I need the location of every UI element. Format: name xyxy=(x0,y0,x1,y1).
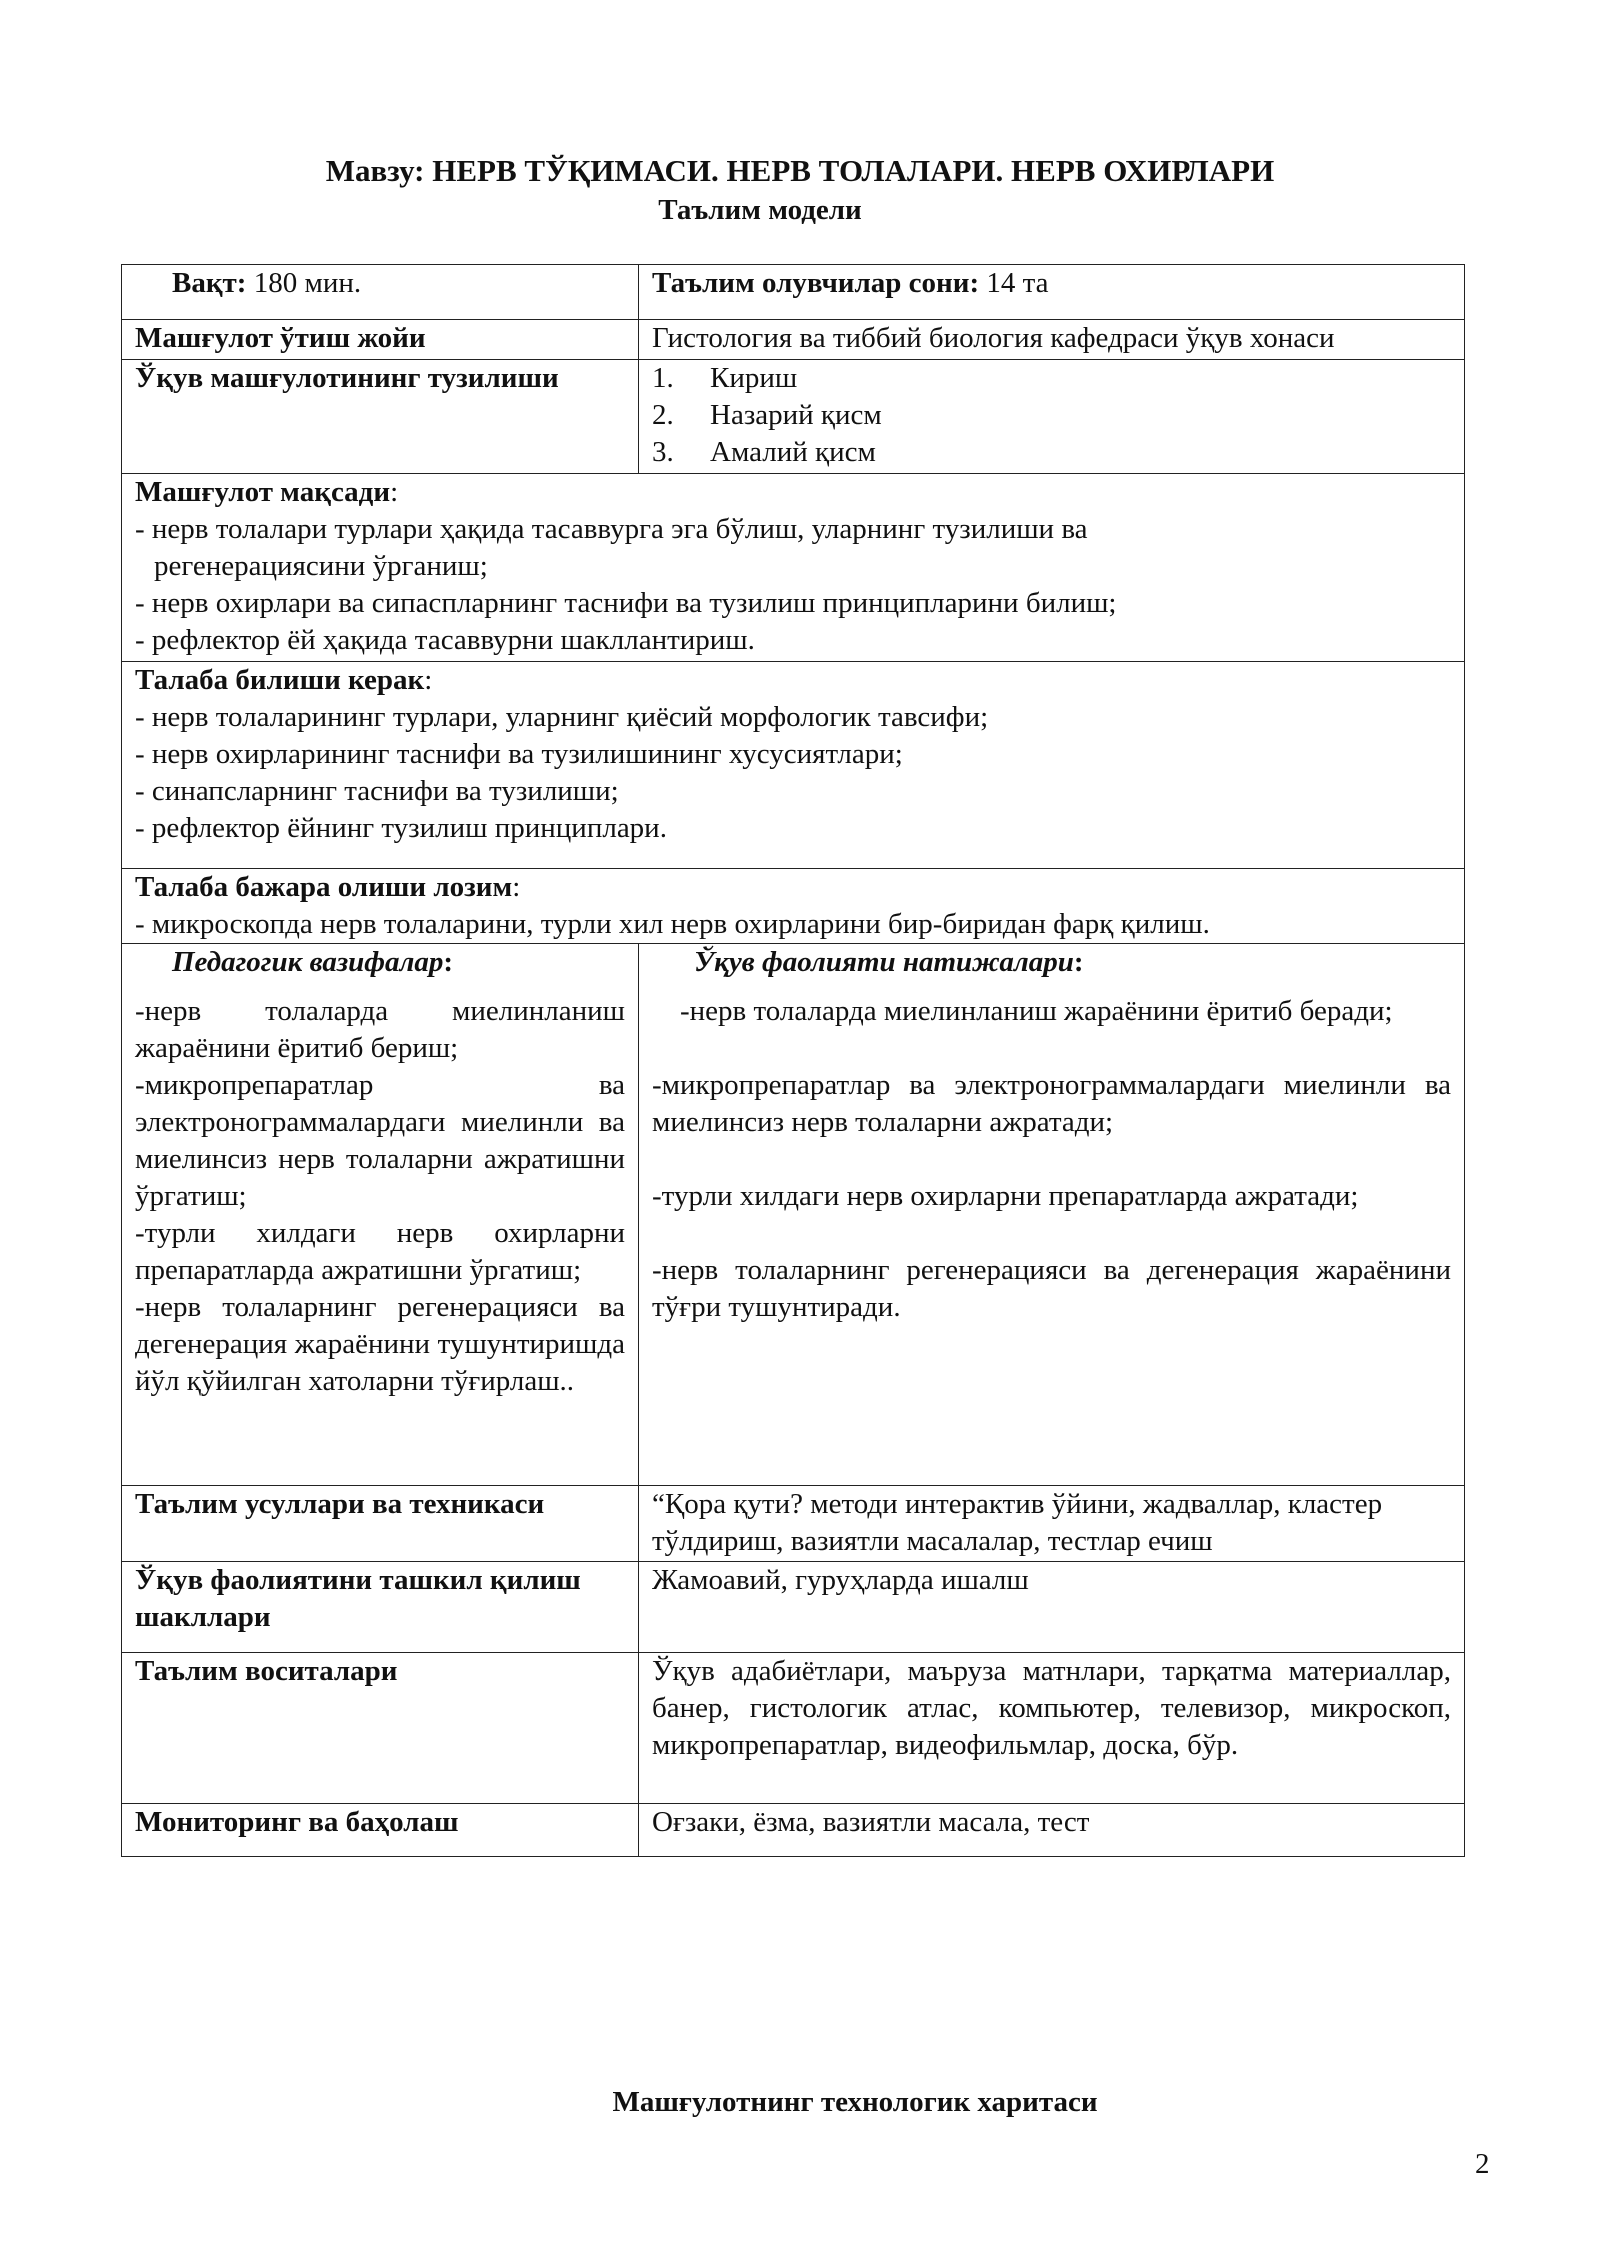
forms-label: Ўқув фаолиятини ташкил қилиш шакллари xyxy=(122,1562,639,1653)
students-label: Таълим олувчилар сони: xyxy=(652,267,980,299)
goal-line: регенерациясини ўрганиш; xyxy=(154,550,488,582)
list-item: -нерв толаларда миелинланиш жараёнини ёритиб беради; xyxy=(680,995,1393,1027)
methods-value: “Қора қути? методи интерактив ўйини, жадваллар, кластер тўлдириш, вазиятли масалалар, тестлар ечиш xyxy=(639,1486,1465,1562)
know-line: - синапсларнинг таснифи ва тузилиши; xyxy=(135,775,619,807)
pedagogical-tasks-header: Педагогик вазифалар xyxy=(172,946,444,978)
list-item: -микропрепаратлар ва электронограммалардаги миелинли ва миелинсиз нерв толаларни ажратишни ўргатиш; xyxy=(135,1069,625,1212)
list-item: 1. Кириш xyxy=(652,362,798,394)
list-item: 3. Амалий қисм xyxy=(652,436,876,468)
monitoring-label: Мониторинг ва баҳолаш xyxy=(122,1804,639,1857)
place-value: Гистология ва тиббий биология кафедраси ўқув хонаси xyxy=(639,320,1465,360)
list-item: -нерв толаларнинг регенерацияси ва дегенерация жараёнини тўғри тушунтиради. xyxy=(652,1254,1451,1323)
list-item: -нерв толаларда миелинланиш жараёнини ёритиб бериш; xyxy=(135,995,625,1064)
monitoring-value: Оғзаки, ёзма, вазиятли масала, тест xyxy=(639,1804,1465,1857)
do-cell: Талаба бажара олиши лозим: - микроскопда нерв толаларини, турли хил нерв охирларини бир-биридан фарқ қилиш. xyxy=(122,869,1465,944)
goal-line: - нерв толалари турлари ҳақида тасаввурга эга бўлиш, уларнинг тузилиши ва xyxy=(135,513,1088,545)
table-row xyxy=(122,662,1465,869)
tools-value: Ўқув адабиётлари, маъруза матнлари, тарқатма материаллар, банер, гистологик атлас, компьютер, телевизор, микроскоп, микропрепаратлар, видеофильмлар, доска, бўр. xyxy=(639,1653,1465,1804)
students-value: 14 та xyxy=(979,267,1049,299)
table-row xyxy=(122,474,1465,662)
know-line: - нерв толаларининг турлари, уларнинг қиёсий морфологик тавсифи; xyxy=(135,701,989,733)
tools-label: Таълим воситалари xyxy=(122,1653,639,1804)
know-line: - нерв охирларининг таснифи ва тузилишининг хусусиятлари; xyxy=(135,738,903,770)
time-cell xyxy=(122,265,639,320)
learning-outcomes-header: Ўқув фаолияти натижалари xyxy=(694,946,1074,978)
table-row xyxy=(122,1804,1465,1857)
document-subtitle: Таълим модели xyxy=(658,194,862,226)
table-row xyxy=(122,944,1465,1486)
do-label: Талаба бажара олиши лозим xyxy=(135,871,513,903)
table-row xyxy=(122,1653,1465,1804)
list-item: -турли хилдаги нерв охирларни препаратларда ажратишни ўргатиш; xyxy=(135,1217,625,1286)
place-label: Машғулот ўтиш жойи xyxy=(122,320,639,360)
table-row xyxy=(122,265,1465,320)
list-item: 2. Назарий қисм xyxy=(652,399,882,431)
table-row xyxy=(122,320,1465,360)
know-line: - рефлектор ёйнинг тузилиш принциплари. xyxy=(135,812,667,844)
forms-value: Жамоавий, гуруҳларда ишалш xyxy=(639,1562,1465,1653)
list-item: -микропрепаратлар ва электронограммалардаги миелинли ва миелинсиз нерв толаларни ажратади; xyxy=(652,1069,1451,1138)
students-cell xyxy=(639,265,1465,320)
do-line: - микроскопда нерв толаларини, турли хил нерв охирларини бир-биридан фарқ қилиш. xyxy=(135,908,1210,940)
know-cell: Талаба билиши керак: - нерв толаларининг турлари, уларнинг қиёсий морфологик тавсифи; - нерв охирларининг таснифи ва тузилишининг хусусиятлари; - синапсларнинг таснифи ва тузилиши; - рефлектор ёйнинг тузилиш принциплари. xyxy=(122,662,1465,869)
table-row xyxy=(122,1486,1465,1562)
table-row xyxy=(122,360,1465,474)
lesson-model-table xyxy=(121,264,1465,1857)
list-item: -турли хилдаги нерв охирларни препаратларда ажратади; xyxy=(652,1180,1359,1212)
table-row xyxy=(122,869,1465,944)
pedagogical-tasks-cell: Педагогик вазифалар: -нерв толаларда миелинланиш жараёнини ёритиб бериш; -микропрепаратлар ва электронограммалардаги миелинли ва миелинсиз нерв толаларни ажратишни ўргатиш; -турли хилдаги нерв охирларни препаратларда ажратишни ўргатиш; -нерв толаларнинг регенерацияси ва дегенерация жараёнини тушунтиришда йўл қўйилган хатоларни тўғирлаш.. xyxy=(122,944,639,1486)
time-value: 180 мин. xyxy=(246,267,362,299)
goal-line: - нерв охирлари ва сипаспларнинг таснифи ва тузилиш принципларини билиш; xyxy=(135,587,1117,619)
table-row xyxy=(122,1562,1465,1653)
structure-label: Ўқув машғулотининг тузилиши xyxy=(122,360,639,474)
goal-label: Машғулот мақсади xyxy=(135,476,391,508)
technology-map-title: Машғулотнинг технологик харитаси xyxy=(612,2086,1098,2118)
learning-outcomes-cell: Ўқув фаолияти натижалари: -нерв толаларда миелинланиш жараёнини ёритиб беради; -микропрепаратлар ва электронограммалардаги миелинли ва миелинсиз нерв толаларни ажратади; -турли хилдаги нерв охирларни препаратларда ажратади; -нерв толаларнинг регенерацияси ва дегенерация жараёнини тўғри тушунтиради. xyxy=(639,944,1465,1486)
time-label: Вақт: xyxy=(172,267,247,299)
document-title: Мавзу: НЕРВ ТЎҚИМАСИ. НЕРВ ТОЛАЛАРИ. НЕРВ ОХИРЛАРИ xyxy=(325,153,1275,188)
goal-cell: Машғулот мақсади: - нерв толалари турлари ҳақида тасаввурга эга бўлиш, уларнинг тузилиши ва регенерациясини ўрганиш; - нерв охирлари ва сипаспларнинг таснифи ва тузилиш принципларини билиш; - рефлектор ёй ҳақида тасаввурни шакллантириш. xyxy=(122,474,1465,662)
structure-cell xyxy=(639,360,1465,474)
methods-label: Таълим усуллари ва техникаси xyxy=(122,1486,639,1562)
structure-list xyxy=(652,360,1451,471)
goal-line: - рефлектор ёй ҳақида тасаввурни шакллантириш. xyxy=(135,624,755,656)
list-item: -нерв толаларнинг регенерацияси ва дегенерация жараёнини тушунтиришда йўл қўйилган хатоларни тўғирлаш.. xyxy=(135,1291,625,1397)
know-label: Талаба билиши керак xyxy=(135,664,425,696)
page-number: 2 xyxy=(1475,2148,1490,2180)
